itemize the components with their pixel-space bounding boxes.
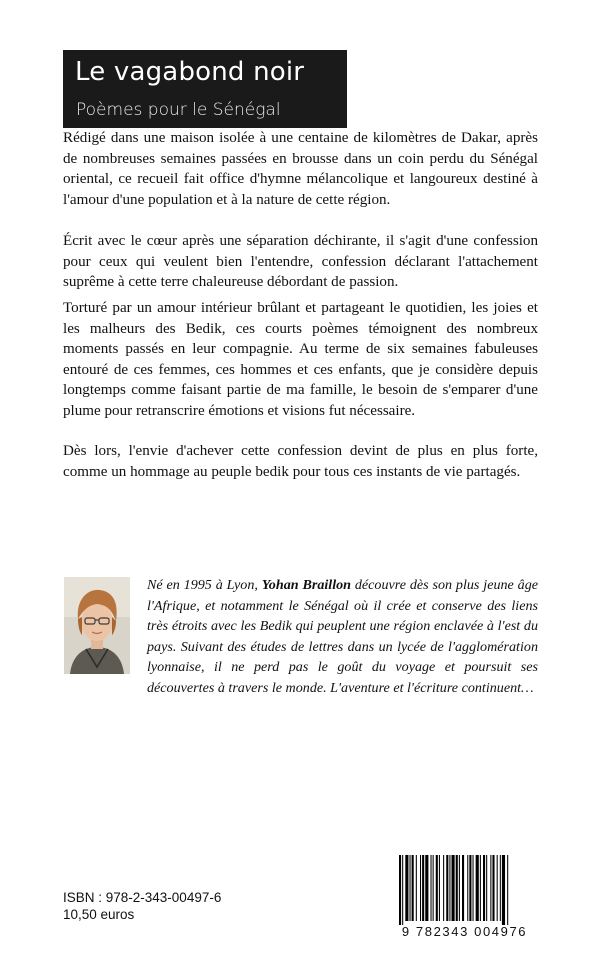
barcode-stripe bbox=[439, 855, 440, 921]
barcode-stripe bbox=[462, 855, 464, 921]
barcode-stripe bbox=[420, 855, 421, 921]
barcode-stripe bbox=[483, 855, 485, 921]
bio-rest: découvre dès son plus jeune âge l'Afrique, et notamment le Sénégal où il crée et conserve des liens très étroits avec les Bedik qui peuplent une région enclavée à l'est du pays. Suivant des études de lettres dans un lycée de l'agglomération lyonnaise, il ne perd pas le goût du voyage et poursuit ses découvertes à travers le monde. L'aventure et l'écriture continuent… bbox=[147, 577, 539, 696]
book-subtitle: Poèmes pour le Sénégal bbox=[76, 100, 281, 120]
barcode-stripe bbox=[433, 855, 434, 921]
barcode-stripe bbox=[480, 855, 481, 921]
barcode-stripe bbox=[500, 855, 501, 921]
price: 10,50 euros bbox=[63, 907, 135, 922]
book-title: Le vagabond noir bbox=[75, 57, 305, 87]
barcode-stripe bbox=[405, 855, 408, 921]
bio-intro: Né en 1995 à Lyon, bbox=[147, 577, 262, 593]
barcode-stripe bbox=[443, 855, 444, 921]
title-box bbox=[63, 50, 347, 128]
barcode-stripe bbox=[476, 855, 479, 921]
barcode-stripe bbox=[507, 855, 508, 925]
barcode-stripe bbox=[449, 855, 450, 921]
barcode-stripe bbox=[467, 855, 468, 921]
barcode bbox=[391, 853, 538, 939]
barcode-stripe bbox=[402, 855, 403, 925]
barcode-stripe bbox=[412, 855, 414, 921]
isbn: ISBN : 978-2-343-00497-6 bbox=[63, 890, 222, 905]
barcode-stripe bbox=[416, 855, 417, 921]
blurb-paragraph-2: Écrit avec le cœur après une séparation déchirante, il s'agit d'une confession pour ceux qui veulent bien l'entendre, confession déclarant l'attachement suprême à cette terre chaleureuse débordant de passion. bbox=[63, 233, 538, 291]
blurb-paragraph-1: Rédigé dans une maison isolée à une centaine de kilomètres de Dakar, après de nombreuses semaines passées en brousse dans un coin perdu du Sénégal oriental, ce recueil fait office d'hymne mélancolique et langoureux destiné à l'amour d'une population et à la nature de cette région. bbox=[63, 130, 538, 208]
barcode-stripe bbox=[502, 855, 505, 925]
barcode-stripe bbox=[456, 855, 458, 921]
barcode-stripe bbox=[410, 855, 411, 921]
barcode-stripe bbox=[446, 855, 448, 921]
barcode-stripe bbox=[497, 855, 498, 921]
barcode-stripe bbox=[486, 855, 487, 921]
barcode-stripe bbox=[492, 855, 494, 921]
author-name: Yohan Braillon bbox=[261, 577, 352, 593]
barcode-stripe bbox=[473, 855, 474, 921]
barcode-stripe bbox=[452, 855, 455, 921]
barcode-stripe bbox=[431, 855, 432, 921]
barcode-stripe bbox=[469, 855, 471, 921]
author-bio bbox=[147, 575, 538, 699]
barcode-stripe bbox=[422, 855, 424, 921]
barcode-bars bbox=[391, 853, 538, 925]
barcode-digits: 9 782343 004976 bbox=[401, 924, 528, 939]
barcode-stripe bbox=[436, 855, 438, 921]
barcode-stripe bbox=[425, 855, 428, 921]
blurb-paragraph-3: Torturé par un amour intérieur brûlant et partageant le quotidien, les joies et les malheurs des Bedik, ces courts poèmes témoignent des nombreux moments passés en leur compagnie. Au terme de six semaines fabuleuses entouré de ces femmes, ces hommes et ces enfants, que je considère depuis longtemps comme faisant partie de ma famille, le besoin de s'emparer d'une plume pour retranscrire émotions et visions fut nécessaire. bbox=[63, 300, 538, 419]
blurb-paragraph-4: Dès lors, l'envie d'achever cette confession devint de plus en plus forte, comme un hommage au peuple bedik pour tous ces instants de vie partagés. bbox=[63, 443, 538, 480]
barcode-stripe bbox=[399, 855, 401, 925]
barcode-stripe bbox=[459, 855, 460, 921]
author-photo bbox=[64, 577, 130, 674]
barcode-stripe bbox=[490, 855, 491, 921]
